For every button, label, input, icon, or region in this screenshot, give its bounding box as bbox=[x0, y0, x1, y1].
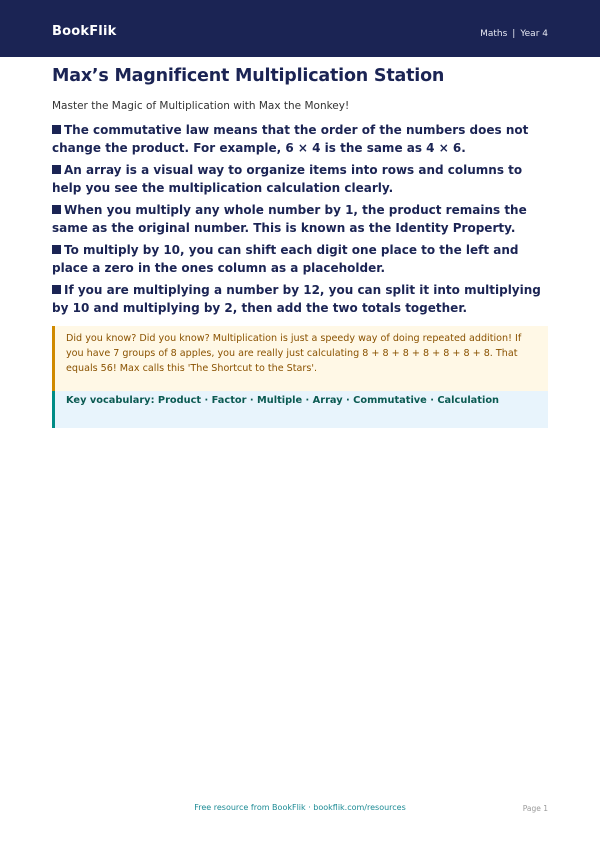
point-text: An array is a visual way to organize items into rows and columns to help you see the multiplication calculation clearly. bbox=[52, 163, 523, 195]
brand-logo[interactable]: BookFlik bbox=[52, 24, 117, 39]
square-bullet-icon bbox=[52, 245, 61, 254]
list-item bbox=[52, 242, 548, 277]
point-text: If you are multiplying a number by 12, you can split it into multiplying by 10 and multiplying by 2, then add the two totals together. bbox=[52, 283, 541, 315]
square-bullet-icon bbox=[52, 285, 61, 294]
list-item bbox=[52, 282, 548, 317]
page-subtitle: Master the Magic of Multiplication with Max the Monkey! bbox=[52, 100, 350, 112]
point-text: The commutative law means that the order of the numbers does not change the product. For example, 6 × 4 is the same as 4 × 6. bbox=[52, 123, 529, 155]
vocabulary-callout bbox=[52, 391, 548, 428]
square-bullet-icon bbox=[52, 205, 61, 214]
square-bullet-icon bbox=[52, 165, 61, 174]
header-meta bbox=[480, 29, 548, 39]
square-bullet-icon bbox=[52, 125, 61, 134]
header-bar bbox=[0, 0, 600, 57]
point-text: When you multiply any whole number by 1, the product remains the same as the original number. This is known as the Identity Property. bbox=[52, 203, 527, 235]
list-item bbox=[52, 202, 548, 237]
page-title: Max’s Magnificent Multiplication Station bbox=[52, 66, 445, 86]
fun-fact-text: Did you know? Did you know? Multiplication is just a speedy way of doing repeated addition! If you have 7 groups of 8 apples, you are really just calculating 8 + 8 + 8 + 8 + 8 + 8 + 8. That equals 56! Max calls this 'The Shortcut to the Stars'. bbox=[66, 333, 522, 374]
page-number: Page 1 bbox=[522, 804, 548, 813]
meta-separator: | bbox=[512, 29, 516, 39]
fun-fact-callout bbox=[52, 326, 548, 392]
vocabulary-text: Key vocabulary: Product · Factor · Multiple · Array · Commutative · Calculation bbox=[66, 395, 500, 406]
footer-resource-link[interactable]: Free resource from BookFlik · bookflik.com/resources bbox=[194, 803, 406, 812]
list-item bbox=[52, 162, 548, 197]
year-label: Year 4 bbox=[520, 29, 548, 39]
key-points-list bbox=[52, 122, 548, 322]
subject-label: Maths bbox=[480, 29, 508, 39]
list-item bbox=[52, 122, 548, 157]
point-text: To multiply by 10, you can shift each digit one place to the left and place a zero in the ones column as a placeholder. bbox=[52, 243, 519, 275]
